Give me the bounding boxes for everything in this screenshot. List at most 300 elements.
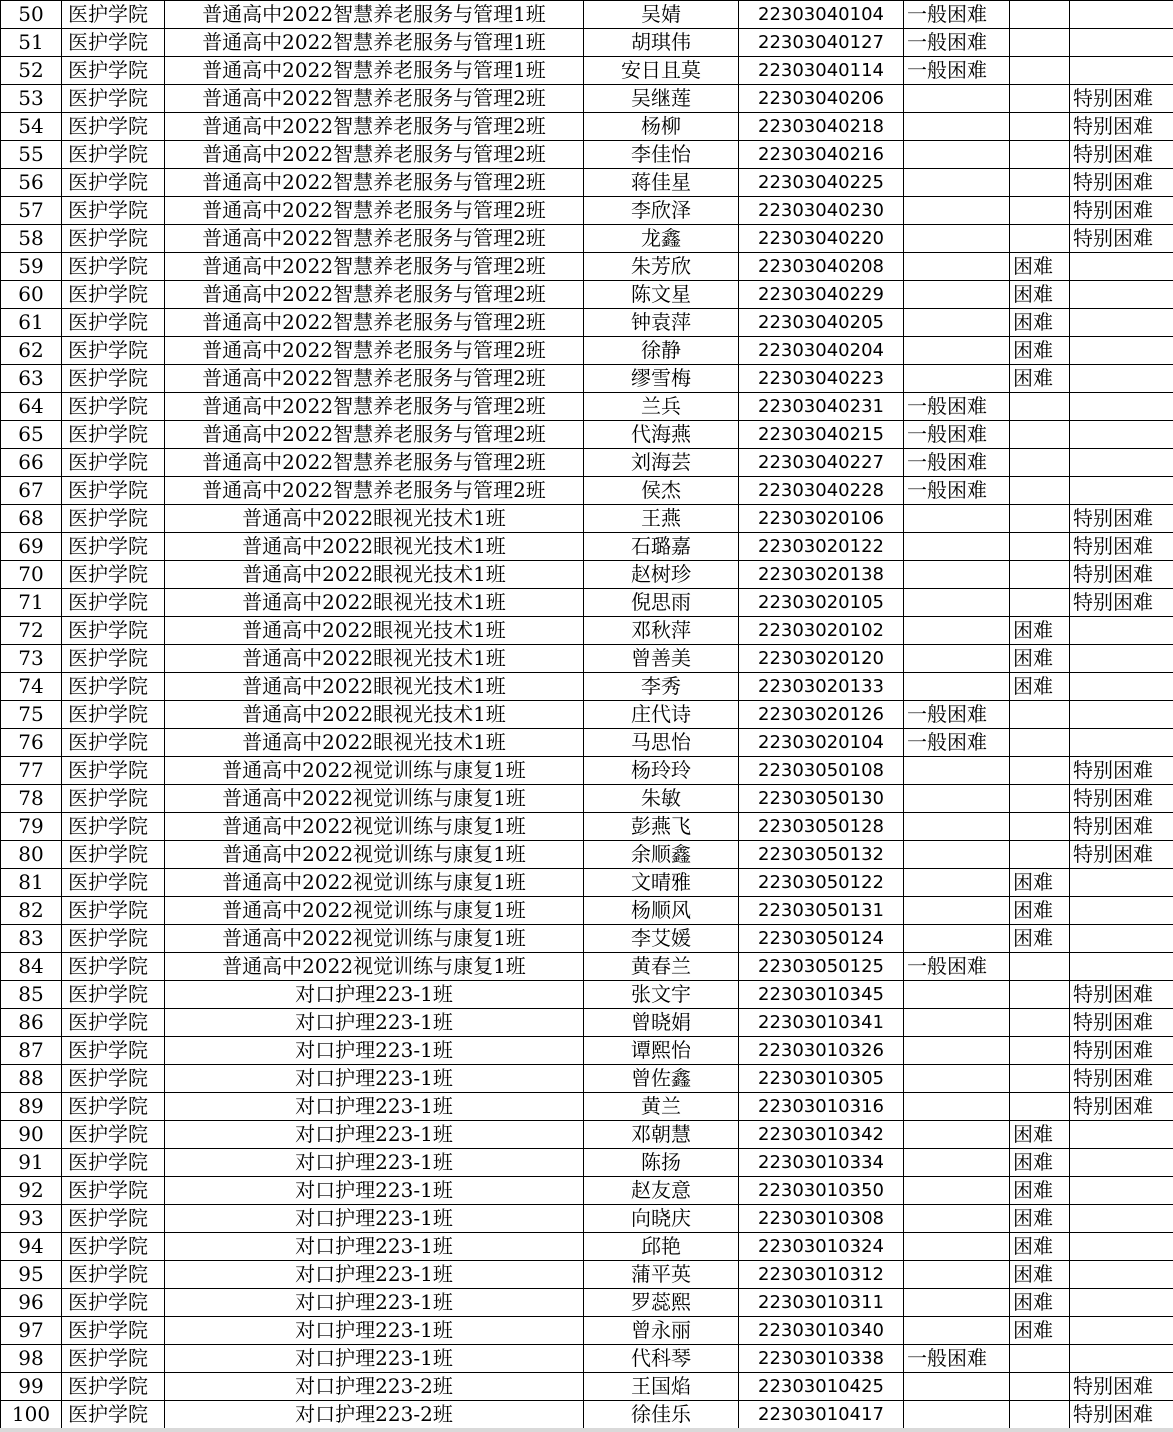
special-difficulty-cell[interactable] <box>1070 337 1173 365</box>
college-cell[interactable]: 医护学院 <box>62 1121 165 1149</box>
class-name-cell[interactable]: 普通高中2022视觉训练与康复1班 <box>165 841 584 869</box>
student-name-cell[interactable]: 邱艳 <box>584 1233 739 1261</box>
general-difficulty-cell[interactable] <box>904 1093 1010 1121</box>
student-id-cell[interactable]: 22303020122 <box>739 533 904 561</box>
class-name-cell[interactable]: 普通高中2022智慧养老服务与管理2班 <box>165 225 584 253</box>
general-difficulty-cell[interactable] <box>904 505 1010 533</box>
special-difficulty-cell[interactable]: 特别困难 <box>1070 197 1173 225</box>
special-difficulty-cell[interactable] <box>1070 953 1173 981</box>
student-id-cell[interactable]: 22303010417 <box>739 1401 904 1429</box>
college-cell[interactable]: 医护学院 <box>62 617 165 645</box>
difficulty-cell[interactable]: 困难 <box>1010 1261 1070 1289</box>
student-id-cell[interactable]: 22303040230 <box>739 197 904 225</box>
student-name-cell[interactable]: 杨玲玲 <box>584 757 739 785</box>
difficulty-cell[interactable] <box>1010 421 1070 449</box>
student-id-cell[interactable]: 22303020126 <box>739 701 904 729</box>
student-name-cell[interactable]: 曾永丽 <box>584 1317 739 1345</box>
row-number-cell[interactable]: 85 <box>1 981 62 1009</box>
student-name-cell[interactable]: 赵友意 <box>584 1177 739 1205</box>
special-difficulty-cell[interactable]: 特别困难 <box>1070 1401 1173 1429</box>
difficulty-cell[interactable]: 困难 <box>1010 253 1070 281</box>
row-number-cell[interactable]: 59 <box>1 253 62 281</box>
student-name-cell[interactable]: 刘海芸 <box>584 449 739 477</box>
difficulty-cell[interactable]: 困难 <box>1010 1289 1070 1317</box>
difficulty-cell[interactable]: 困难 <box>1010 1233 1070 1261</box>
college-cell[interactable]: 医护学院 <box>62 1317 165 1345</box>
college-cell[interactable]: 医护学院 <box>62 1401 165 1429</box>
student-id-cell[interactable]: 22303010311 <box>739 1289 904 1317</box>
general-difficulty-cell[interactable] <box>904 253 1010 281</box>
general-difficulty-cell[interactable] <box>904 1373 1010 1401</box>
college-cell[interactable]: 医护学院 <box>62 29 165 57</box>
college-cell[interactable]: 医护学院 <box>62 925 165 953</box>
student-id-cell[interactable]: 22303040114 <box>739 57 904 85</box>
special-difficulty-cell[interactable] <box>1070 1317 1173 1345</box>
class-name-cell[interactable]: 对口护理223-1班 <box>165 1317 584 1345</box>
student-id-cell[interactable]: 22303050124 <box>739 925 904 953</box>
general-difficulty-cell[interactable] <box>904 841 1010 869</box>
student-id-cell[interactable]: 22303050132 <box>739 841 904 869</box>
student-name-cell[interactable]: 王国焰 <box>584 1373 739 1401</box>
college-cell[interactable]: 医护学院 <box>62 337 165 365</box>
student-name-cell[interactable]: 吴婧 <box>584 1 739 29</box>
difficulty-cell[interactable] <box>1010 981 1070 1009</box>
general-difficulty-cell[interactable]: 一般困难 <box>904 477 1010 505</box>
class-name-cell[interactable]: 对口护理223-1班 <box>165 1177 584 1205</box>
special-difficulty-cell[interactable] <box>1070 1261 1173 1289</box>
special-difficulty-cell[interactable]: 特别困难 <box>1070 1373 1173 1401</box>
student-name-cell[interactable]: 徐静 <box>584 337 739 365</box>
student-name-cell[interactable]: 黄兰 <box>584 1093 739 1121</box>
student-name-cell[interactable]: 陈文星 <box>584 281 739 309</box>
student-id-cell[interactable]: 22303050108 <box>739 757 904 785</box>
class-name-cell[interactable]: 普通高中2022智慧养老服务与管理2班 <box>165 365 584 393</box>
college-cell[interactable]: 医护学院 <box>62 953 165 981</box>
class-name-cell[interactable]: 普通高中2022智慧养老服务与管理2班 <box>165 253 584 281</box>
row-number-cell[interactable]: 95 <box>1 1261 62 1289</box>
student-id-cell[interactable]: 22303020120 <box>739 645 904 673</box>
special-difficulty-cell[interactable]: 特别困难 <box>1070 225 1173 253</box>
general-difficulty-cell[interactable] <box>904 113 1010 141</box>
difficulty-cell[interactable]: 困难 <box>1010 869 1070 897</box>
special-difficulty-cell[interactable] <box>1070 1121 1173 1149</box>
class-name-cell[interactable]: 对口护理223-2班 <box>165 1401 584 1429</box>
student-id-cell[interactable]: 22303040225 <box>739 169 904 197</box>
difficulty-cell[interactable]: 困难 <box>1010 1205 1070 1233</box>
college-cell[interactable]: 医护学院 <box>62 309 165 337</box>
general-difficulty-cell[interactable] <box>904 85 1010 113</box>
difficulty-cell[interactable]: 困难 <box>1010 1177 1070 1205</box>
student-name-cell[interactable]: 彭燕飞 <box>584 813 739 841</box>
student-id-cell[interactable]: 22303040216 <box>739 141 904 169</box>
class-name-cell[interactable]: 普通高中2022眼视光技术1班 <box>165 645 584 673</box>
college-cell[interactable]: 医护学院 <box>62 1205 165 1233</box>
class-name-cell[interactable]: 普通高中2022眼视光技术1班 <box>165 673 584 701</box>
general-difficulty-cell[interactable]: 一般困难 <box>904 701 1010 729</box>
row-number-cell[interactable]: 67 <box>1 477 62 505</box>
row-number-cell[interactable]: 63 <box>1 365 62 393</box>
class-name-cell[interactable]: 普通高中2022视觉训练与康复1班 <box>165 897 584 925</box>
class-name-cell[interactable]: 对口护理223-1班 <box>165 1149 584 1177</box>
student-name-cell[interactable]: 文晴雅 <box>584 869 739 897</box>
class-name-cell[interactable]: 普通高中2022智慧养老服务与管理2班 <box>165 421 584 449</box>
student-name-cell[interactable]: 安日且莫 <box>584 57 739 85</box>
row-number-cell[interactable]: 99 <box>1 1373 62 1401</box>
general-difficulty-cell[interactable] <box>904 757 1010 785</box>
row-number-cell[interactable]: 51 <box>1 29 62 57</box>
general-difficulty-cell[interactable] <box>904 813 1010 841</box>
general-difficulty-cell[interactable]: 一般困难 <box>904 421 1010 449</box>
student-name-cell[interactable]: 黄春兰 <box>584 953 739 981</box>
college-cell[interactable]: 医护学院 <box>62 1 165 29</box>
general-difficulty-cell[interactable] <box>904 869 1010 897</box>
college-cell[interactable]: 医护学院 <box>62 253 165 281</box>
student-id-cell[interactable]: 22303040229 <box>739 281 904 309</box>
general-difficulty-cell[interactable] <box>904 617 1010 645</box>
difficulty-cell[interactable] <box>1010 393 1070 421</box>
difficulty-cell[interactable]: 困难 <box>1010 673 1070 701</box>
college-cell[interactable]: 医护学院 <box>62 477 165 505</box>
general-difficulty-cell[interactable] <box>904 1009 1010 1037</box>
row-number-cell[interactable]: 86 <box>1 1009 62 1037</box>
student-id-cell[interactable]: 22303040206 <box>739 85 904 113</box>
class-name-cell[interactable]: 普通高中2022智慧养老服务与管理2班 <box>165 393 584 421</box>
special-difficulty-cell[interactable]: 特别困难 <box>1070 981 1173 1009</box>
student-id-cell[interactable]: 22303040104 <box>739 1 904 29</box>
general-difficulty-cell[interactable] <box>904 1177 1010 1205</box>
class-name-cell[interactable]: 普通高中2022智慧养老服务与管理1班 <box>165 57 584 85</box>
student-id-cell[interactable]: 22303020105 <box>739 589 904 617</box>
student-id-cell[interactable]: 22303020104 <box>739 729 904 757</box>
special-difficulty-cell[interactable] <box>1070 925 1173 953</box>
special-difficulty-cell[interactable]: 特别困难 <box>1070 533 1173 561</box>
class-name-cell[interactable]: 对口护理223-1班 <box>165 1233 584 1261</box>
class-name-cell[interactable]: 普通高中2022视觉训练与康复1班 <box>165 925 584 953</box>
row-number-cell[interactable]: 94 <box>1 1233 62 1261</box>
student-id-cell[interactable]: 22303020106 <box>739 505 904 533</box>
student-name-cell[interactable]: 石璐嘉 <box>584 533 739 561</box>
student-name-cell[interactable]: 李秀 <box>584 673 739 701</box>
student-name-cell[interactable]: 兰兵 <box>584 393 739 421</box>
student-id-cell[interactable]: 22303010425 <box>739 1373 904 1401</box>
class-name-cell[interactable]: 普通高中2022智慧养老服务与管理1班 <box>165 29 584 57</box>
general-difficulty-cell[interactable] <box>904 1121 1010 1149</box>
row-number-cell[interactable]: 91 <box>1 1149 62 1177</box>
student-name-cell[interactable]: 王燕 <box>584 505 739 533</box>
difficulty-cell[interactable] <box>1010 701 1070 729</box>
student-name-cell[interactable]: 赵树珍 <box>584 561 739 589</box>
special-difficulty-cell[interactable] <box>1070 365 1173 393</box>
student-id-cell[interactable]: 22303040218 <box>739 113 904 141</box>
student-id-cell[interactable]: 22303050130 <box>739 785 904 813</box>
student-name-cell[interactable]: 徐佳乐 <box>584 1401 739 1429</box>
college-cell[interactable]: 医护学院 <box>62 673 165 701</box>
row-number-cell[interactable]: 73 <box>1 645 62 673</box>
difficulty-cell[interactable] <box>1010 729 1070 757</box>
row-number-cell[interactable]: 50 <box>1 1 62 29</box>
student-id-cell[interactable]: 22303010345 <box>739 981 904 1009</box>
row-number-cell[interactable]: 78 <box>1 785 62 813</box>
special-difficulty-cell[interactable]: 特别困难 <box>1070 505 1173 533</box>
difficulty-cell[interactable] <box>1010 589 1070 617</box>
difficulty-cell[interactable] <box>1010 477 1070 505</box>
student-name-cell[interactable]: 谭熙怡 <box>584 1037 739 1065</box>
difficulty-cell[interactable] <box>1010 1373 1070 1401</box>
class-name-cell[interactable]: 普通高中2022智慧养老服务与管理2班 <box>165 281 584 309</box>
student-name-cell[interactable]: 胡琪伟 <box>584 29 739 57</box>
class-name-cell[interactable]: 对口护理223-1班 <box>165 1037 584 1065</box>
difficulty-cell[interactable] <box>1010 57 1070 85</box>
student-name-cell[interactable]: 朱敏 <box>584 785 739 813</box>
row-number-cell[interactable]: 80 <box>1 841 62 869</box>
difficulty-cell[interactable] <box>1010 505 1070 533</box>
difficulty-cell[interactable]: 困难 <box>1010 337 1070 365</box>
student-id-cell[interactable]: 22303040205 <box>739 309 904 337</box>
row-number-cell[interactable]: 89 <box>1 1093 62 1121</box>
row-number-cell[interactable]: 57 <box>1 197 62 225</box>
student-id-cell[interactable]: 22303040127 <box>739 29 904 57</box>
college-cell[interactable]: 医护学院 <box>62 1345 165 1373</box>
class-name-cell[interactable]: 普通高中2022眼视光技术1班 <box>165 533 584 561</box>
special-difficulty-cell[interactable] <box>1070 449 1173 477</box>
general-difficulty-cell[interactable] <box>904 785 1010 813</box>
special-difficulty-cell[interactable] <box>1070 1289 1173 1317</box>
row-number-cell[interactable]: 92 <box>1 1177 62 1205</box>
student-name-cell[interactable]: 侯杰 <box>584 477 739 505</box>
special-difficulty-cell[interactable] <box>1070 617 1173 645</box>
row-number-cell[interactable]: 75 <box>1 701 62 729</box>
college-cell[interactable]: 医护学院 <box>62 281 165 309</box>
class-name-cell[interactable]: 普通高中2022眼视光技术1班 <box>165 729 584 757</box>
college-cell[interactable]: 医护学院 <box>62 169 165 197</box>
special-difficulty-cell[interactable] <box>1070 673 1173 701</box>
general-difficulty-cell[interactable] <box>904 981 1010 1009</box>
special-difficulty-cell[interactable] <box>1070 1233 1173 1261</box>
difficulty-cell[interactable]: 困难 <box>1010 645 1070 673</box>
row-number-cell[interactable]: 98 <box>1 1345 62 1373</box>
general-difficulty-cell[interactable] <box>904 197 1010 225</box>
difficulty-cell[interactable] <box>1010 757 1070 785</box>
special-difficulty-cell[interactable] <box>1070 309 1173 337</box>
student-id-cell[interactable]: 22303040227 <box>739 449 904 477</box>
row-number-cell[interactable]: 56 <box>1 169 62 197</box>
college-cell[interactable]: 医护学院 <box>62 505 165 533</box>
general-difficulty-cell[interactable]: 一般困难 <box>904 729 1010 757</box>
row-number-cell[interactable]: 68 <box>1 505 62 533</box>
general-difficulty-cell[interactable] <box>904 225 1010 253</box>
student-name-cell[interactable]: 罗蕊熙 <box>584 1289 739 1317</box>
special-difficulty-cell[interactable] <box>1070 29 1173 57</box>
student-id-cell[interactable]: 22303010342 <box>739 1121 904 1149</box>
row-number-cell[interactable]: 53 <box>1 85 62 113</box>
college-cell[interactable]: 医护学院 <box>62 113 165 141</box>
college-cell[interactable]: 医护学院 <box>62 421 165 449</box>
special-difficulty-cell[interactable]: 特别困难 <box>1070 1065 1173 1093</box>
row-number-cell[interactable]: 69 <box>1 533 62 561</box>
college-cell[interactable]: 医护学院 <box>62 85 165 113</box>
class-name-cell[interactable]: 普通高中2022眼视光技术1班 <box>165 589 584 617</box>
row-number-cell[interactable]: 100 <box>1 1401 62 1429</box>
college-cell[interactable]: 医护学院 <box>62 449 165 477</box>
row-number-cell[interactable]: 97 <box>1 1317 62 1345</box>
class-name-cell[interactable]: 普通高中2022眼视光技术1班 <box>165 561 584 589</box>
row-number-cell[interactable]: 90 <box>1 1121 62 1149</box>
difficulty-cell[interactable] <box>1010 197 1070 225</box>
general-difficulty-cell[interactable] <box>904 897 1010 925</box>
row-number-cell[interactable]: 60 <box>1 281 62 309</box>
row-number-cell[interactable]: 54 <box>1 113 62 141</box>
class-name-cell[interactable]: 普通高中2022视觉训练与康复1班 <box>165 953 584 981</box>
row-number-cell[interactable]: 84 <box>1 953 62 981</box>
college-cell[interactable]: 医护学院 <box>62 1177 165 1205</box>
college-cell[interactable]: 医护学院 <box>62 533 165 561</box>
class-name-cell[interactable]: 对口护理223-2班 <box>165 1373 584 1401</box>
student-id-cell[interactable]: 22303010312 <box>739 1261 904 1289</box>
general-difficulty-cell[interactable] <box>904 673 1010 701</box>
class-name-cell[interactable]: 普通高中2022智慧养老服务与管理2班 <box>165 477 584 505</box>
special-difficulty-cell[interactable]: 特别困难 <box>1070 169 1173 197</box>
college-cell[interactable]: 医护学院 <box>62 981 165 1009</box>
difficulty-cell[interactable] <box>1010 169 1070 197</box>
general-difficulty-cell[interactable]: 一般困难 <box>904 953 1010 981</box>
college-cell[interactable]: 医护学院 <box>62 1373 165 1401</box>
class-name-cell[interactable]: 普通高中2022智慧养老服务与管理1班 <box>165 1 584 29</box>
general-difficulty-cell[interactable] <box>904 1261 1010 1289</box>
class-name-cell[interactable]: 普通高中2022智慧养老服务与管理2班 <box>165 197 584 225</box>
college-cell[interactable]: 医护学院 <box>62 1009 165 1037</box>
student-id-cell[interactable]: 22303010305 <box>739 1065 904 1093</box>
general-difficulty-cell[interactable] <box>904 533 1010 561</box>
row-number-cell[interactable]: 70 <box>1 561 62 589</box>
class-name-cell[interactable]: 普通高中2022视觉训练与康复1班 <box>165 813 584 841</box>
class-name-cell[interactable]: 普通高中2022智慧养老服务与管理2班 <box>165 309 584 337</box>
college-cell[interactable]: 医护学院 <box>62 141 165 169</box>
college-cell[interactable]: 医护学院 <box>62 897 165 925</box>
class-name-cell[interactable]: 对口护理223-1班 <box>165 1065 584 1093</box>
college-cell[interactable]: 医护学院 <box>62 785 165 813</box>
general-difficulty-cell[interactable] <box>904 1037 1010 1065</box>
college-cell[interactable]: 医护学院 <box>62 1261 165 1289</box>
college-cell[interactable]: 医护学院 <box>62 1289 165 1317</box>
college-cell[interactable]: 医护学院 <box>62 841 165 869</box>
general-difficulty-cell[interactable] <box>904 645 1010 673</box>
class-name-cell[interactable]: 普通高中2022眼视光技术1班 <box>165 617 584 645</box>
special-difficulty-cell[interactable] <box>1070 1205 1173 1233</box>
student-name-cell[interactable]: 龙鑫 <box>584 225 739 253</box>
student-name-cell[interactable]: 向晓庆 <box>584 1205 739 1233</box>
general-difficulty-cell[interactable] <box>904 309 1010 337</box>
student-name-cell[interactable]: 代科琴 <box>584 1345 739 1373</box>
college-cell[interactable]: 医护学院 <box>62 701 165 729</box>
class-name-cell[interactable]: 普通高中2022视觉训练与康复1班 <box>165 757 584 785</box>
class-name-cell[interactable]: 普通高中2022智慧养老服务与管理2班 <box>165 449 584 477</box>
college-cell[interactable]: 医护学院 <box>62 561 165 589</box>
general-difficulty-cell[interactable] <box>904 1149 1010 1177</box>
row-number-cell[interactable]: 52 <box>1 57 62 85</box>
student-name-cell[interactable]: 钟袁萍 <box>584 309 739 337</box>
general-difficulty-cell[interactable] <box>904 141 1010 169</box>
row-number-cell[interactable]: 76 <box>1 729 62 757</box>
difficulty-cell[interactable] <box>1010 1037 1070 1065</box>
general-difficulty-cell[interactable]: 一般困难 <box>904 1 1010 29</box>
student-name-cell[interactable]: 李欣泽 <box>584 197 739 225</box>
general-difficulty-cell[interactable] <box>904 925 1010 953</box>
difficulty-cell[interactable] <box>1010 141 1070 169</box>
student-id-cell[interactable]: 22303010316 <box>739 1093 904 1121</box>
student-id-cell[interactable]: 22303010334 <box>739 1149 904 1177</box>
difficulty-cell[interactable]: 困难 <box>1010 925 1070 953</box>
special-difficulty-cell[interactable] <box>1070 1177 1173 1205</box>
difficulty-cell[interactable] <box>1010 113 1070 141</box>
special-difficulty-cell[interactable] <box>1070 57 1173 85</box>
class-name-cell[interactable]: 普通高中2022智慧养老服务与管理2班 <box>165 113 584 141</box>
class-name-cell[interactable]: 对口护理223-1班 <box>165 1121 584 1149</box>
special-difficulty-cell[interactable]: 特别困难 <box>1070 757 1173 785</box>
student-id-cell[interactable]: 22303050131 <box>739 897 904 925</box>
student-name-cell[interactable]: 蒋佳星 <box>584 169 739 197</box>
difficulty-cell[interactable] <box>1010 1 1070 29</box>
row-number-cell[interactable]: 96 <box>1 1289 62 1317</box>
special-difficulty-cell[interactable] <box>1070 1345 1173 1373</box>
college-cell[interactable]: 医护学院 <box>62 57 165 85</box>
special-difficulty-cell[interactable] <box>1070 701 1173 729</box>
row-number-cell[interactable]: 82 <box>1 897 62 925</box>
student-id-cell[interactable]: 22303010338 <box>739 1345 904 1373</box>
student-id-cell[interactable]: 22303010341 <box>739 1009 904 1037</box>
class-name-cell[interactable]: 对口护理223-1班 <box>165 1205 584 1233</box>
general-difficulty-cell[interactable]: 一般困难 <box>904 393 1010 421</box>
special-difficulty-cell[interactable] <box>1070 393 1173 421</box>
general-difficulty-cell[interactable] <box>904 1289 1010 1317</box>
class-name-cell[interactable]: 普通高中2022智慧养老服务与管理2班 <box>165 141 584 169</box>
student-name-cell[interactable]: 曾善美 <box>584 645 739 673</box>
difficulty-cell[interactable] <box>1010 1065 1070 1093</box>
special-difficulty-cell[interactable] <box>1070 645 1173 673</box>
difficulty-cell[interactable] <box>1010 449 1070 477</box>
college-cell[interactable]: 医护学院 <box>62 1065 165 1093</box>
college-cell[interactable]: 医护学院 <box>62 1149 165 1177</box>
special-difficulty-cell[interactable]: 特别困难 <box>1070 561 1173 589</box>
college-cell[interactable]: 医护学院 <box>62 365 165 393</box>
special-difficulty-cell[interactable] <box>1070 253 1173 281</box>
difficulty-cell[interactable]: 困难 <box>1010 897 1070 925</box>
student-name-cell[interactable]: 倪思雨 <box>584 589 739 617</box>
special-difficulty-cell[interactable] <box>1070 897 1173 925</box>
row-number-cell[interactable]: 79 <box>1 813 62 841</box>
class-name-cell[interactable]: 普通高中2022视觉训练与康复1班 <box>165 869 584 897</box>
student-id-cell[interactable]: 22303050128 <box>739 813 904 841</box>
special-difficulty-cell[interactable]: 特别困难 <box>1070 1093 1173 1121</box>
student-id-cell[interactable]: 22303010308 <box>739 1205 904 1233</box>
college-cell[interactable]: 医护学院 <box>62 1233 165 1261</box>
difficulty-cell[interactable]: 困难 <box>1010 617 1070 645</box>
college-cell[interactable]: 医护学院 <box>62 645 165 673</box>
special-difficulty-cell[interactable] <box>1070 421 1173 449</box>
general-difficulty-cell[interactable] <box>904 365 1010 393</box>
special-difficulty-cell[interactable] <box>1070 729 1173 757</box>
general-difficulty-cell[interactable] <box>904 1317 1010 1345</box>
difficulty-cell[interactable]: 困难 <box>1010 309 1070 337</box>
special-difficulty-cell[interactable]: 特别困难 <box>1070 1009 1173 1037</box>
difficulty-cell[interactable] <box>1010 841 1070 869</box>
student-id-cell[interactable]: 22303040204 <box>739 337 904 365</box>
student-id-cell[interactable]: 22303040228 <box>739 477 904 505</box>
special-difficulty-cell[interactable] <box>1070 1 1173 29</box>
student-name-cell[interactable]: 陈扬 <box>584 1149 739 1177</box>
college-cell[interactable]: 医护学院 <box>62 1037 165 1065</box>
student-id-cell[interactable]: 22303010326 <box>739 1037 904 1065</box>
special-difficulty-cell[interactable]: 特别困难 <box>1070 785 1173 813</box>
